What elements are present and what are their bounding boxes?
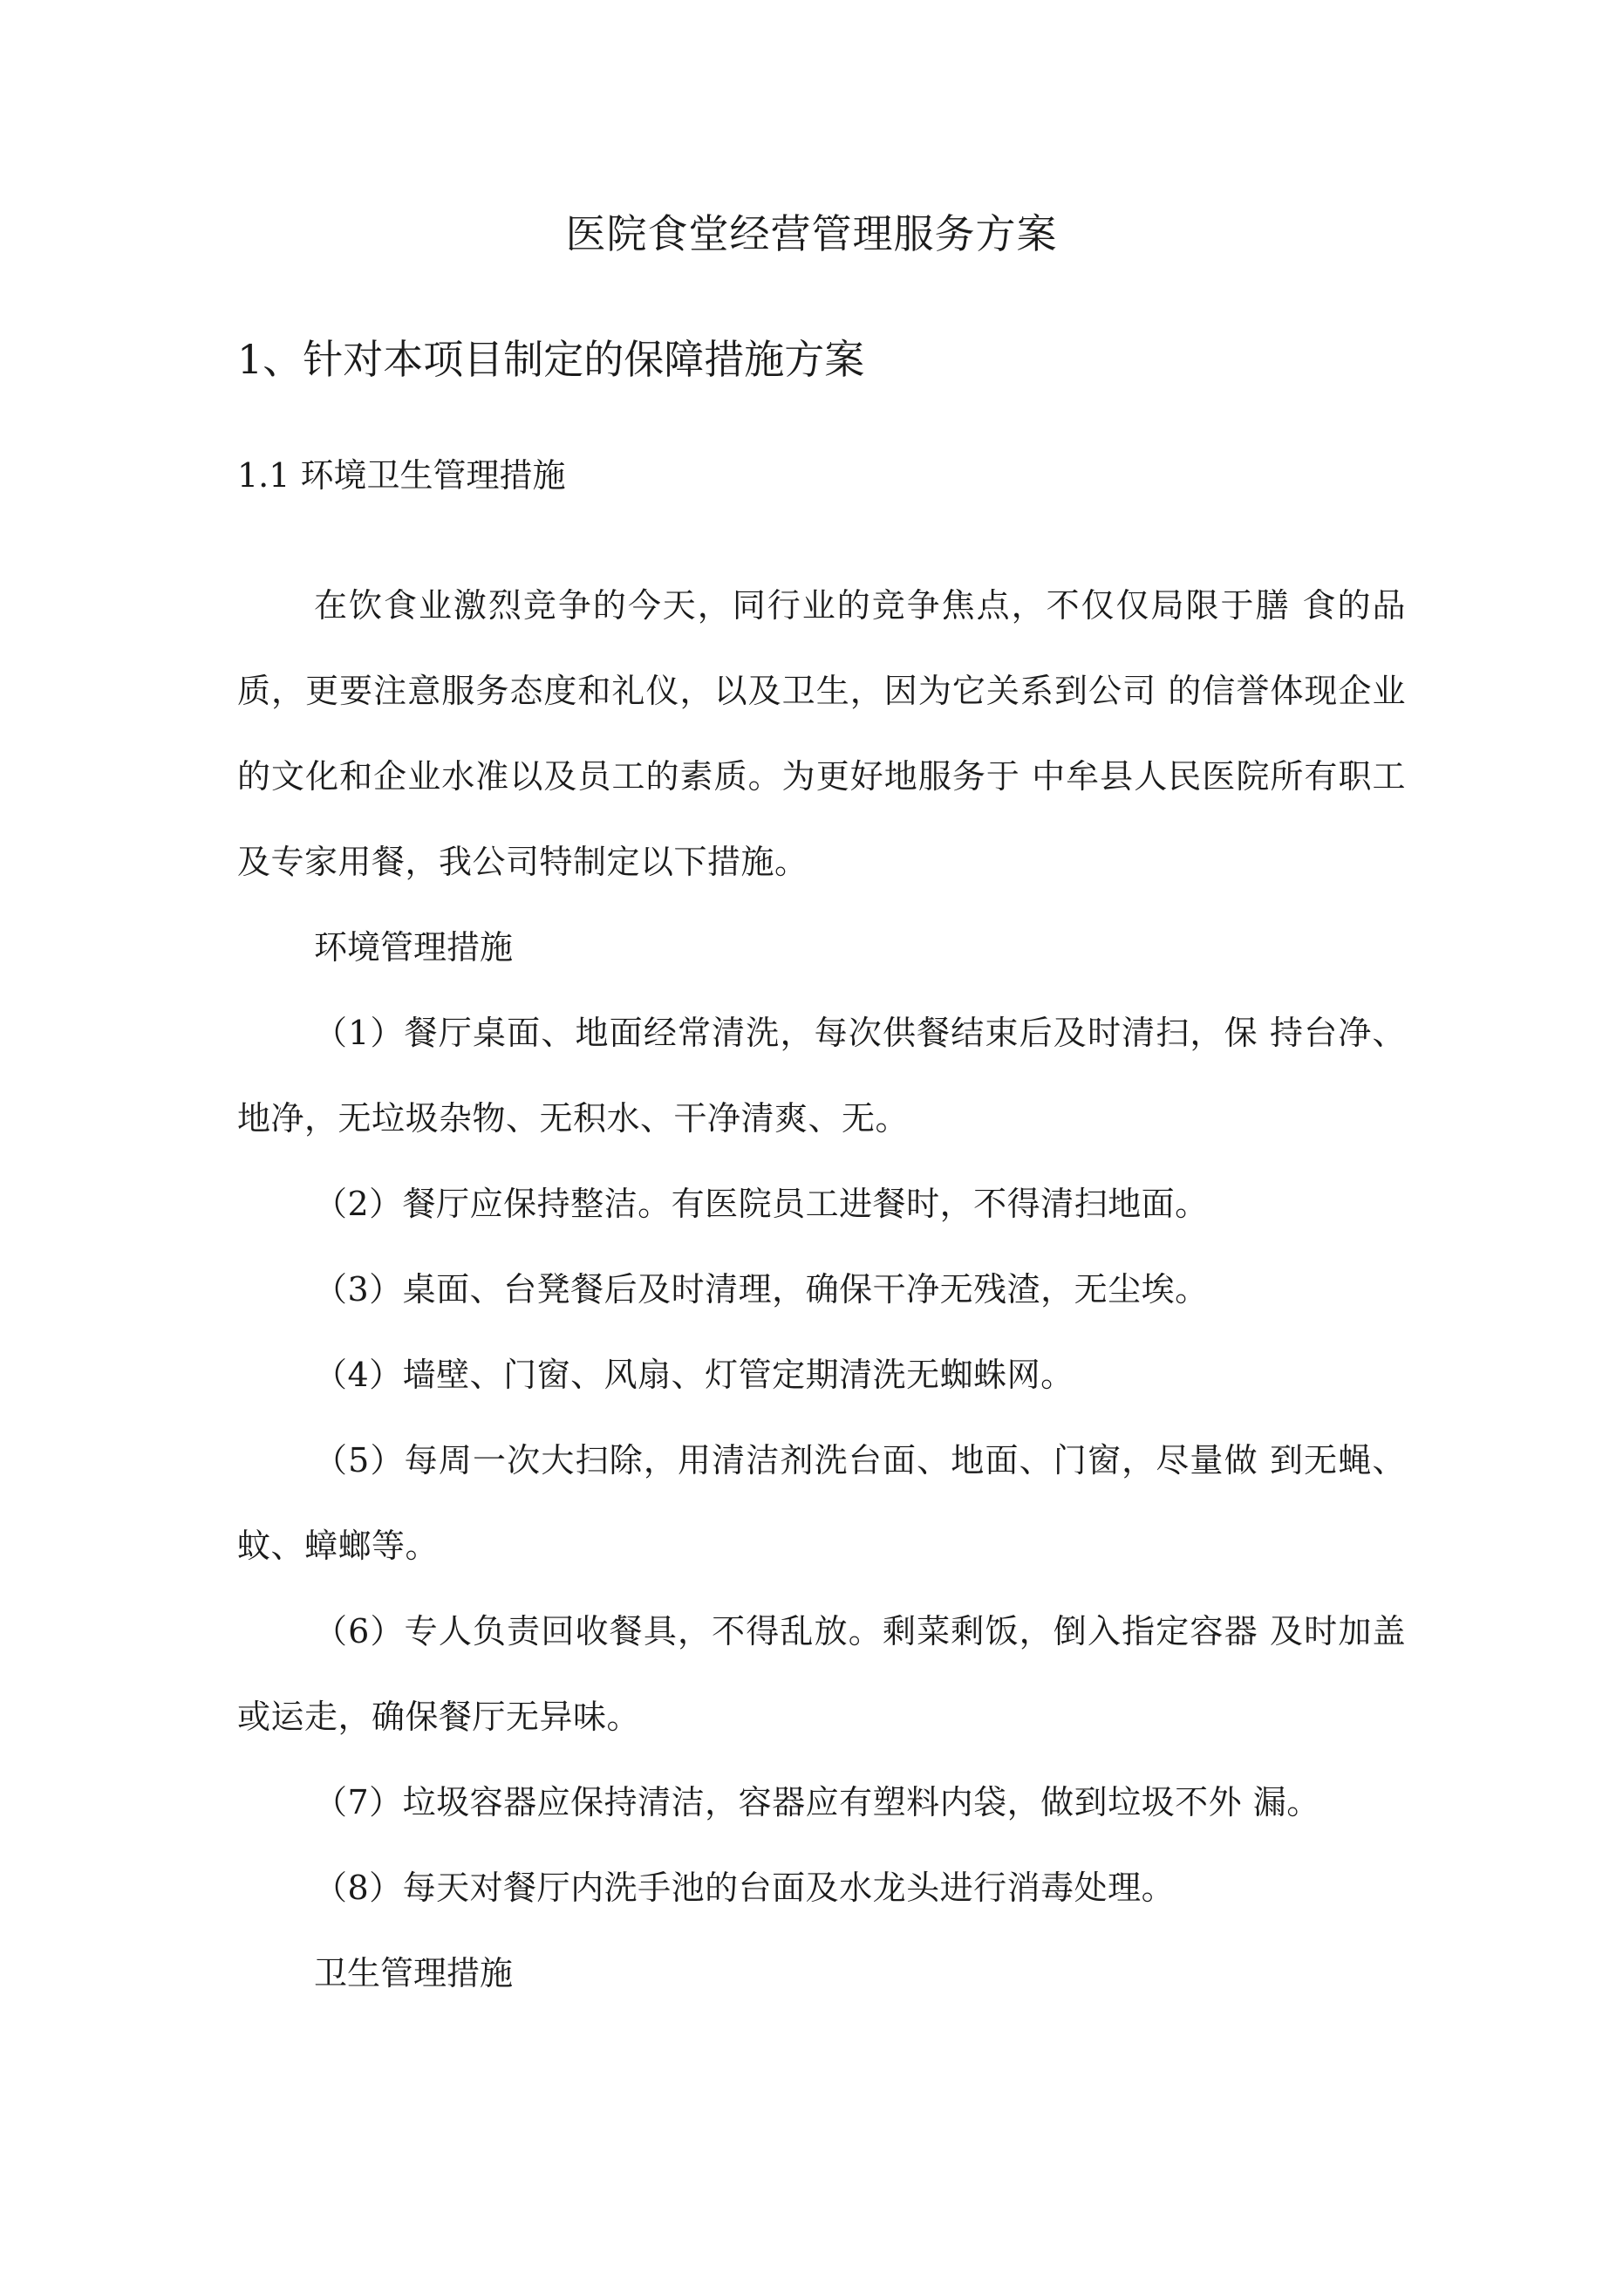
env-heading: 环境管理措施 xyxy=(314,928,514,967)
document-title: 医院食堂经营管理服务方案 xyxy=(565,210,1058,257)
subsection-heading: 1.1 环境卫生管理措施 xyxy=(237,456,566,495)
intro-paragraph: 在饮食业激烈竞争的今天，同行业的竞争焦点，不仅仅局限于膳 食的品质，更要注意服务态度和礼仪，以及卫生，因为它关系到公司 的信誉体现企业的文化和企业水准以及员工的素质。为更好地服务于 中牟县人民医院所有职工及专家用餐，我公司特制定以下措施。 xyxy=(237,586,1406,881)
list-item: （5）每周一次大扫除，用清洁剂洗台面、地面、门窗，尽量做 到无蝇、蚊、蟑螂等。 xyxy=(237,1441,1406,1565)
list-item: （2）餐厅应保持整洁。有医院员工进餐时，不得清扫地面。 xyxy=(314,1185,1209,1223)
section-heading: 1、针对本项目制定的保障措施方案 xyxy=(237,336,865,383)
list-item: （3）桌面、台凳餐后及时清理，确保干净无残渣，无尘埃。 xyxy=(314,1270,1209,1309)
list-item: （6）专人负责回收餐具，不得乱放。剩菜剩饭，倒入指定容器 及时加盖或运走，确保餐厅无异味。 xyxy=(237,1612,1406,1736)
hygiene-heading: 卫生管理措施 xyxy=(314,1954,514,1992)
list-item: （8）每天对餐厅内洗手池的台面及水龙头进行消毒处理。 xyxy=(314,1869,1176,1907)
list-item: （7）垃圾容器应保持清洁，容器应有塑料内袋，做到垃圾不外 漏。 xyxy=(314,1783,1320,1821)
list-item: （4）墙壁、门窗、风扇、灯管定期清洗无蜘蛛网。 xyxy=(314,1356,1074,1394)
list-item: （1）餐厅桌面、地面经常清洗，每次供餐结束后及时清扫，保 持台净、地净，无垃圾杂物、无积水、干净清爽、无。 xyxy=(237,1014,1406,1138)
document-body xyxy=(237,563,1406,2016)
